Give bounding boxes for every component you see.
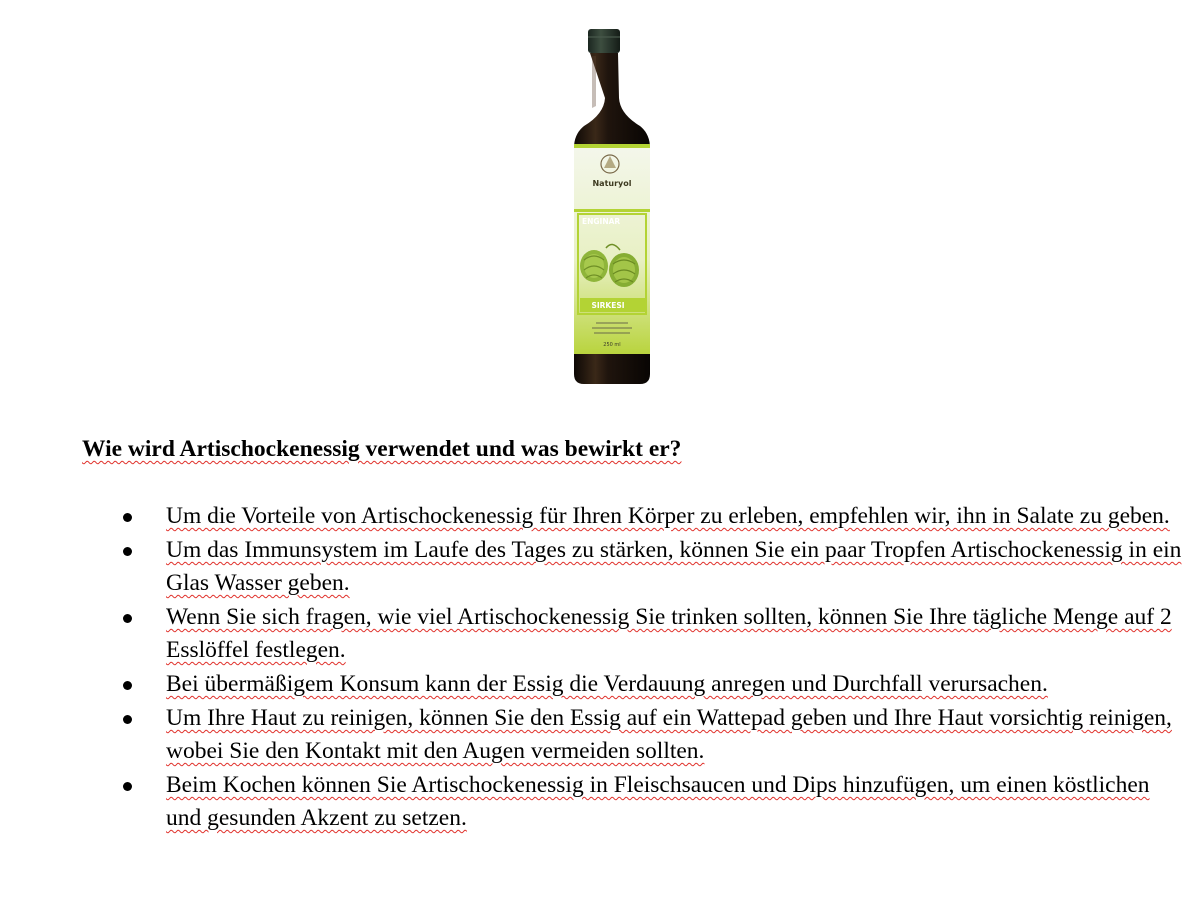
bottle-label-bottom-text: SIRKESI — [591, 301, 625, 310]
section-heading — [82, 432, 681, 466]
bullet-text: Beim Kochen können Sie Artischockenessig in Fleischsaucen und Dips hinzufügen, um einen köstlichen und gesunden Akzent zu setzen. — [166, 772, 1150, 831]
vinegar-bottle-image — [562, 26, 662, 388]
bullet-icon — [123, 715, 132, 724]
bottle-brand-text: Naturyol — [592, 179, 632, 188]
bullet-item — [120, 668, 1190, 701]
bullet-list — [120, 500, 1190, 835]
bullet-text: Um das Immunsystem im Laufe des Tages zu stärken, können Sie ein paar Tropfen Artischockenessig in ein Glas Wasser geben. — [166, 537, 1182, 596]
bullet-item — [120, 500, 1190, 533]
bullet-icon — [123, 782, 132, 791]
bottle-label-top-text: ENGINAR — [582, 217, 621, 226]
bullet-icon — [123, 614, 132, 623]
bullet-item — [120, 702, 1190, 768]
section-heading-text: Wie wird Artischockenessig verwendet und was bewirkt er? — [82, 436, 682, 462]
bullet-icon — [123, 547, 132, 556]
bullet-text: Um die Vorteile von Artischockenessig für Ihren Körper zu erleben, empfehlen wir, ihn in Salate zu geben. — [166, 503, 1170, 529]
bullet-icon — [123, 513, 132, 522]
bullet-icon — [123, 681, 132, 690]
bullet-text: Wenn Sie sich fragen, wie viel Artischockenessig Sie trinken sollten, können Sie Ihre tägliche Menge auf 2 Esslöffel festlegen. — [166, 604, 1172, 663]
bullet-text: Bei übermäßigem Konsum kann der Essig die Verdauung anregen und Durchfall verursachen. — [166, 671, 1048, 697]
bullet-text: Um Ihre Haut zu reinigen, können Sie den Essig auf ein Wattepad geben und Ihre Haut vorsichtig reinigen, wobei Sie den Kontakt mit den Augen vermeiden sollten. — [166, 705, 1172, 764]
bullet-item — [120, 601, 1190, 667]
bottle-volume-text: 250 ml — [603, 342, 621, 348]
product-image — [562, 26, 662, 388]
bullet-item — [120, 769, 1190, 835]
bullet-item — [120, 534, 1190, 600]
